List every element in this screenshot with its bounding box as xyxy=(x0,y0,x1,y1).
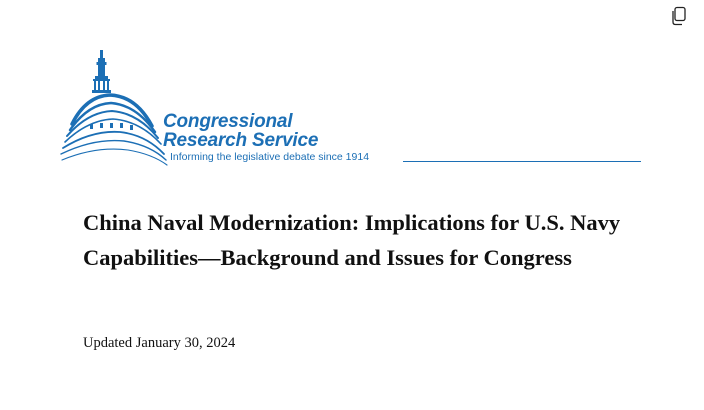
copy-button[interactable] xyxy=(670,6,688,26)
report-title: China Naval Modernization: Implications for U.S. Navy Capabilities—Background and Issues for Congress xyxy=(83,210,621,270)
crs-logo xyxy=(60,48,650,170)
org-name-line1: Congressional xyxy=(163,111,293,132)
capitol-dome-icon xyxy=(60,48,168,166)
updated-date: Updated January 30, 2024 xyxy=(83,335,236,351)
copy-icon xyxy=(670,6,688,26)
tagline-rule xyxy=(403,161,641,162)
tagline: Informing the legislative debate since 1914 xyxy=(170,151,370,163)
org-name-line2: Research Service xyxy=(163,130,319,151)
